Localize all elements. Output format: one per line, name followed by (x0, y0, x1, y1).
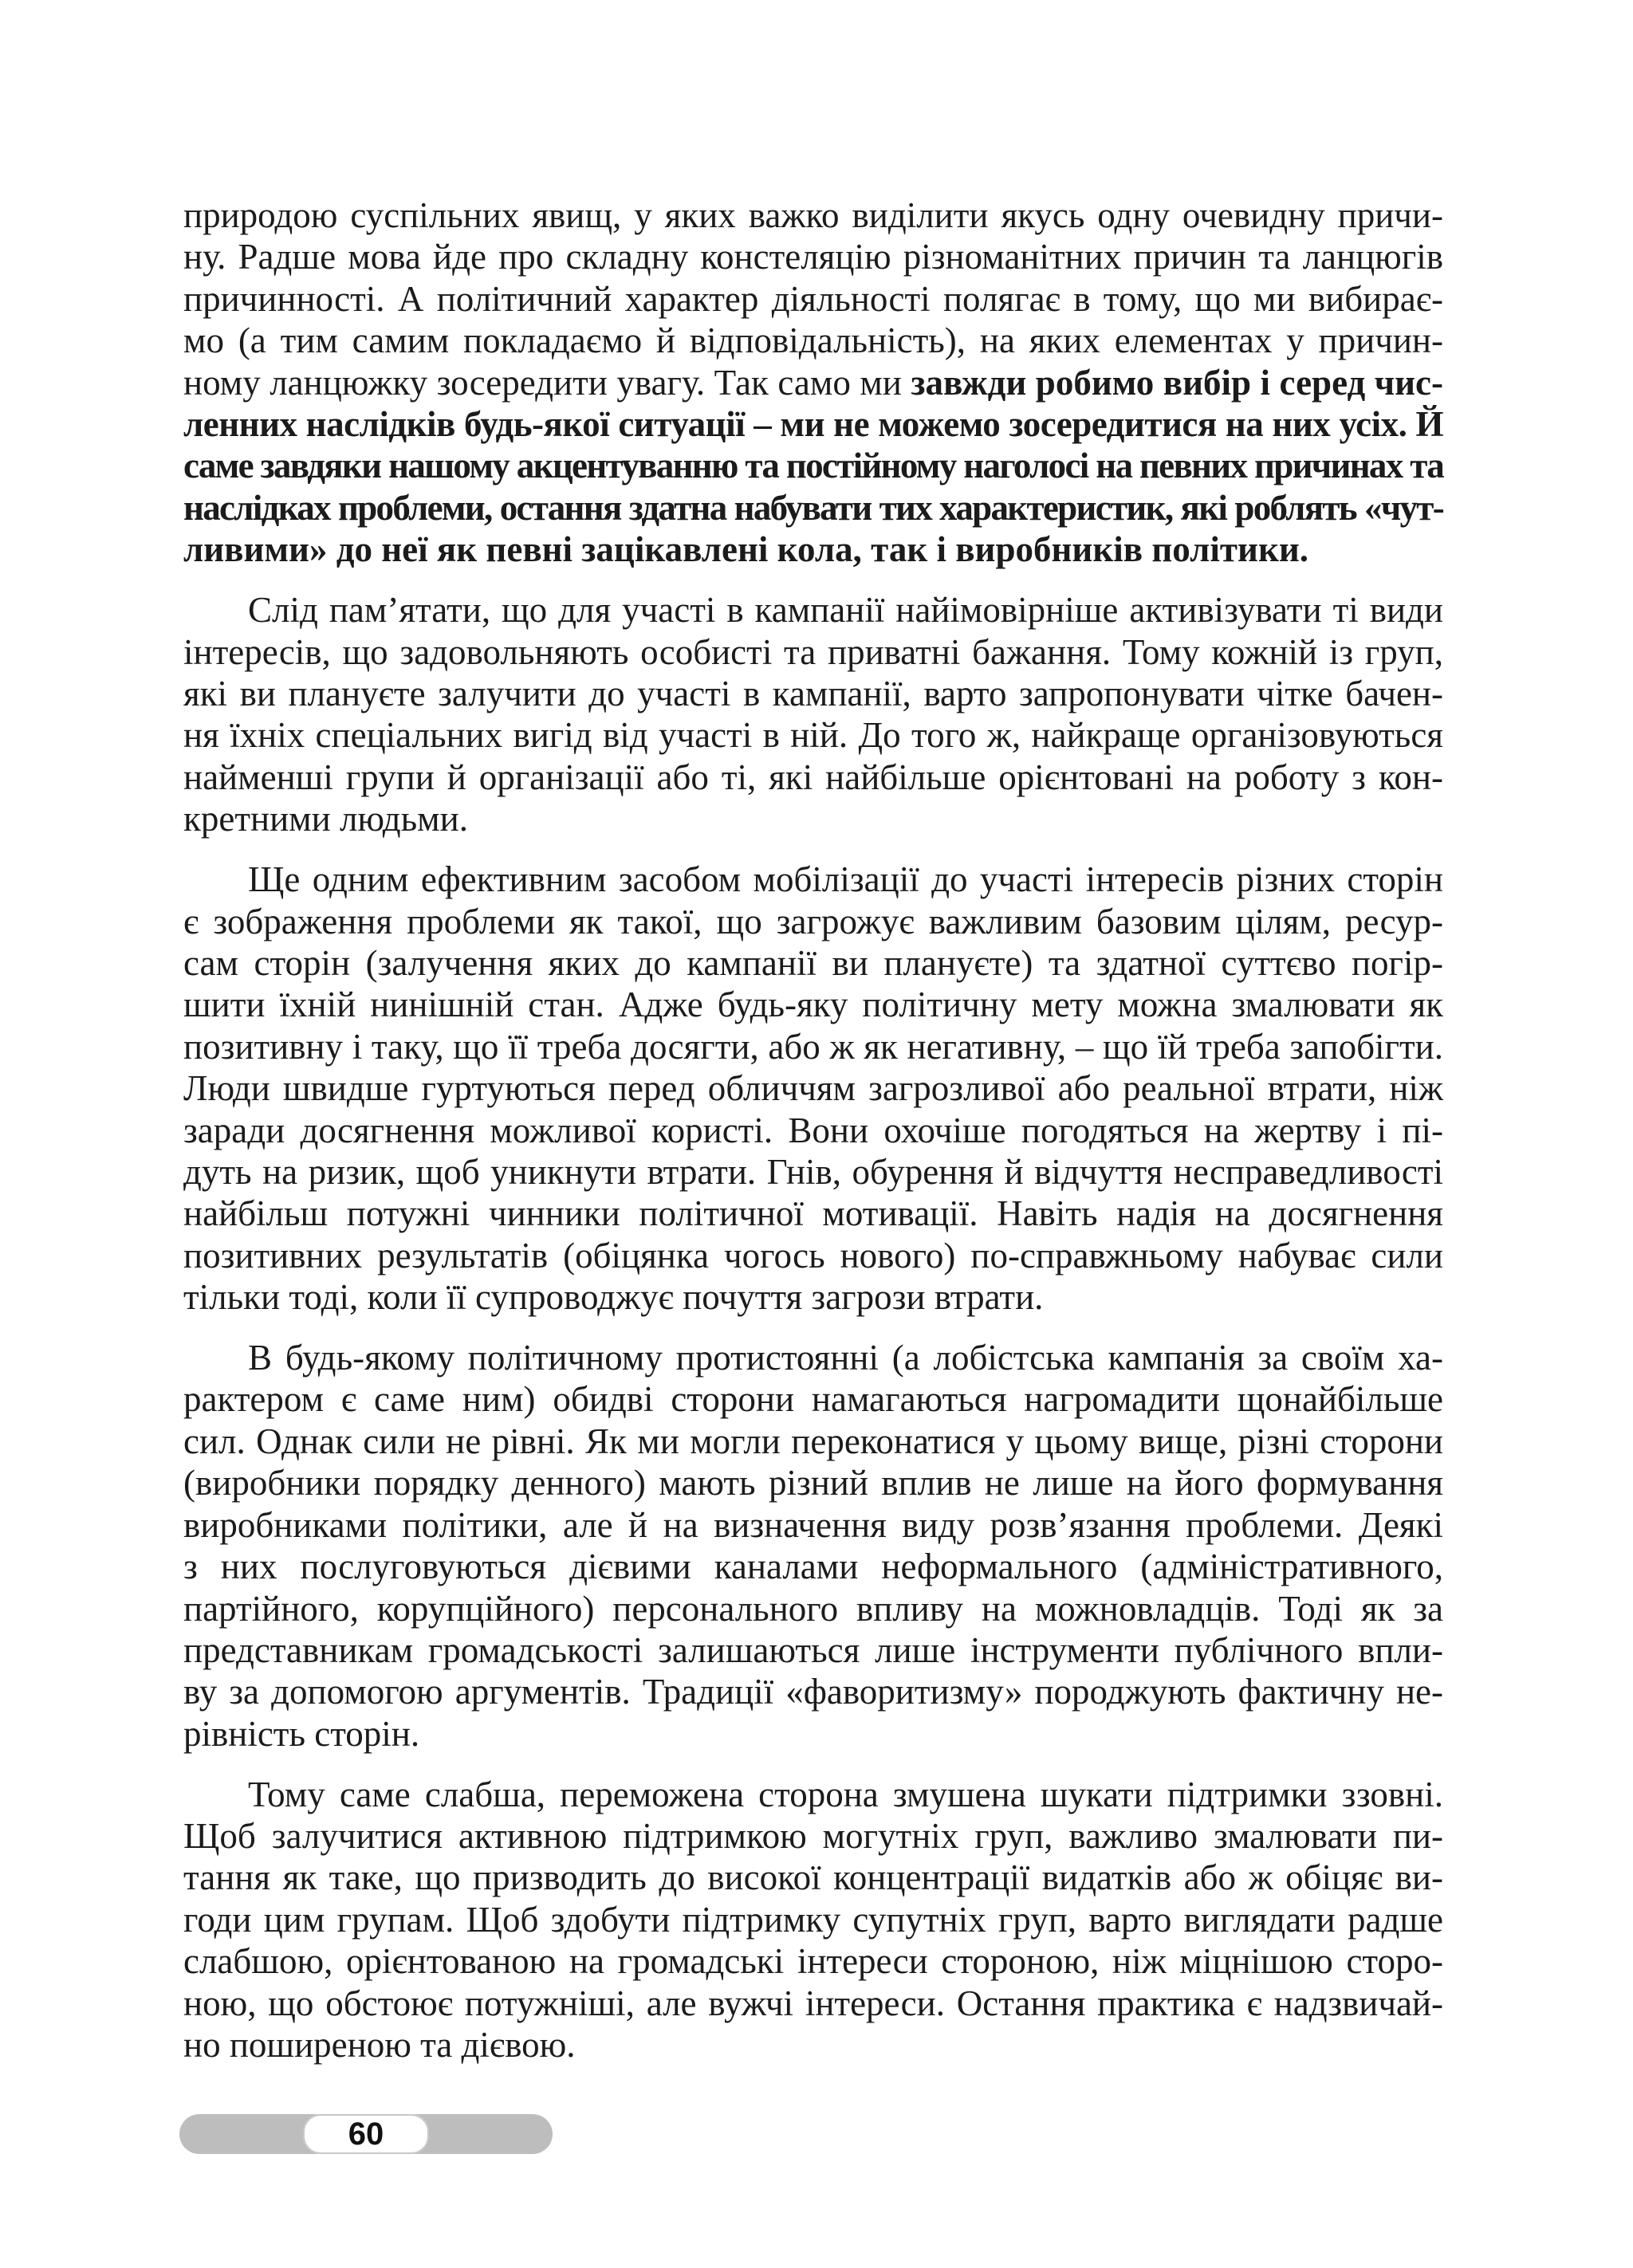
text-line: представникам громадськості залишаються лише інструменти публічного впли- (183, 1629, 1443, 1670)
text-line: найменші групи й організації або ті, які найбільше орієнтовані на роботу з кон- (183, 757, 1443, 797)
text-line: слабшою, орієнтованою на громадські інтереси стороною, ніж міцнішою сторо- (183, 1941, 1443, 1982)
text-line: но поширеною та дієвою. (183, 2025, 576, 2066)
paragraph (183, 1337, 1443, 1755)
text-line: годи цим групам. Щоб здобути підтримку супутніх груп, варто виглядати радше (183, 1899, 1443, 1940)
text-line: є зображення проблеми як такої, що загрожує важливим базовим цілям, ресур- (183, 901, 1443, 941)
text-line: Слід пам’ятати, що для участі в кампанії найімовірніше активізувати ті види (248, 590, 1443, 631)
paragraph (183, 589, 1443, 839)
text-line: заради досягнення можливої користі. Вони охочіше погодяться на жертву і пі- (183, 1110, 1443, 1150)
text-line: Люди швидше гуртуються перед обличчям загрозливої або реальної втрати, ніж (183, 1068, 1443, 1109)
paragraph (183, 859, 1443, 1318)
emphasis-line: ливими» до неї як певні зацікавлені кола, так і виробників політики. (183, 529, 1309, 570)
text-line: В будь-якому політичному протистоянні (а лобістська кампанія за своїм ха- (248, 1338, 1443, 1378)
paragraph (183, 1774, 1443, 2066)
paragraph (183, 195, 1443, 571)
text-line: Щоб залучитися активною підтримкою могутніх груп, важливо змалювати пи- (183, 1816, 1443, 1857)
body-text (183, 195, 1443, 2085)
emphasis-line: наслідках проблеми, остання здатна набувати тих характеристик, які роблять «чут- (183, 487, 1443, 528)
text-line: мо (а тим самим покладаємо й відповідальність), на яких елементах у причин- (183, 320, 1443, 361)
text-line: причинності. А політичний характер діяльності полягає в тому, що ми вибирає- (183, 278, 1443, 319)
text-line: ня їхніх спеціальних вигід від участі в ній. До того ж, найкраще організовуються (183, 715, 1443, 756)
text-line: дуть на ризик, щоб уникнути втрати. Гнів, обурення й відчуття несправедливості (183, 1151, 1443, 1192)
text-line: інтересів, що задовольняють особисті та приватні бажання. Тому кожній із груп, (183, 631, 1443, 672)
text-line: з них послуговуються дієвими каналами неформального (адміністративного, (183, 1547, 1443, 1587)
text-line: тання як таке, що призводить до високої концентрації видатків або ж обіцяє ви- (183, 1857, 1443, 1898)
page-number-bar (179, 2114, 553, 2154)
text-line: ву за допомогою аргументів. Традиції «фаворитизму» породжують фактичну не- (183, 1672, 1443, 1712)
text-line: позитивну і таку, що її треба досягти, або ж як негативну, – що їй треба запобігти. (183, 1026, 1443, 1067)
emphasis-text: завжди робимо вибір і серед чис- (911, 362, 1443, 403)
text-line: рівність сторін. (183, 1713, 420, 1754)
text-line: сил. Однак сили не рівні. Як ми могли переконатися у цьому вище, різні сторони (183, 1421, 1443, 1461)
text-segment: ному ланцюжку зосередити увагу. Так само ми (183, 362, 902, 403)
page-number-tab (303, 2114, 429, 2154)
text-line: найбільш потужні чинники політичної мотивації. Навіть надія на досягнення (183, 1193, 1443, 1234)
text-line: виробниками політики, але й на визначення виду розв’язання проблеми. Деякі (183, 1504, 1443, 1545)
text-line: природою суспільних явищ, у яких важко виділити якусь одну очевидну причи- (183, 195, 1443, 235)
text-line: партійного, корупційного) персонального впливу на можновладців. Тоді як за (183, 1588, 1443, 1629)
text-line: ну. Радше мова йде про складну констеляцію різноманітних причин та ланцюгів (183, 237, 1443, 277)
text-line: сам сторін (залучення яких до кампанії ви плануєте) та здатної суттєво погір- (183, 942, 1443, 983)
text-line: позитивних результатів (обіцянка чогось нового) по-справжньому набуває сили (183, 1235, 1443, 1276)
text-line: (виробники порядку денного) мають різний вплив не лише на його формування (183, 1463, 1443, 1503)
emphasis-line: саме завдяки нашому акцентуванню та постійному наголосі на певних причинах та (183, 446, 1443, 486)
text-line (183, 362, 1443, 403)
text-line: тільки тоді, коли її супроводжує почуття загрози втрати. (183, 1277, 1044, 1318)
text-line: Ще одним ефективним засобом мобілізації до участі інтересів різних сторін (248, 859, 1443, 900)
text-line: кретними людьми. (183, 799, 468, 839)
page-number: 60 (348, 2117, 384, 2152)
text-line: шити їхній нинішній стан. Адже будь-яку політичну мету можна змалювати як (183, 985, 1443, 1025)
text-line: рактером є саме ним) обидві сторони намагаються нагромадити щонайбільше (183, 1379, 1443, 1420)
text-line: Тому саме слабша, переможена сторона змушена шукати підтримки ззовні. (248, 1774, 1443, 1814)
text-line: які ви плануєте залучити до участі в кампанії, варто запропонувати чітке бачен- (183, 673, 1443, 713)
text-line: ною, що обстоює потужніші, але вужчі інтереси. Остання практика є надзвичай- (183, 1983, 1443, 2023)
emphasis-line: ленних наслідків будь-якої ситуації – ми не можемо зосередитися на них усіх. Й (183, 404, 1443, 445)
